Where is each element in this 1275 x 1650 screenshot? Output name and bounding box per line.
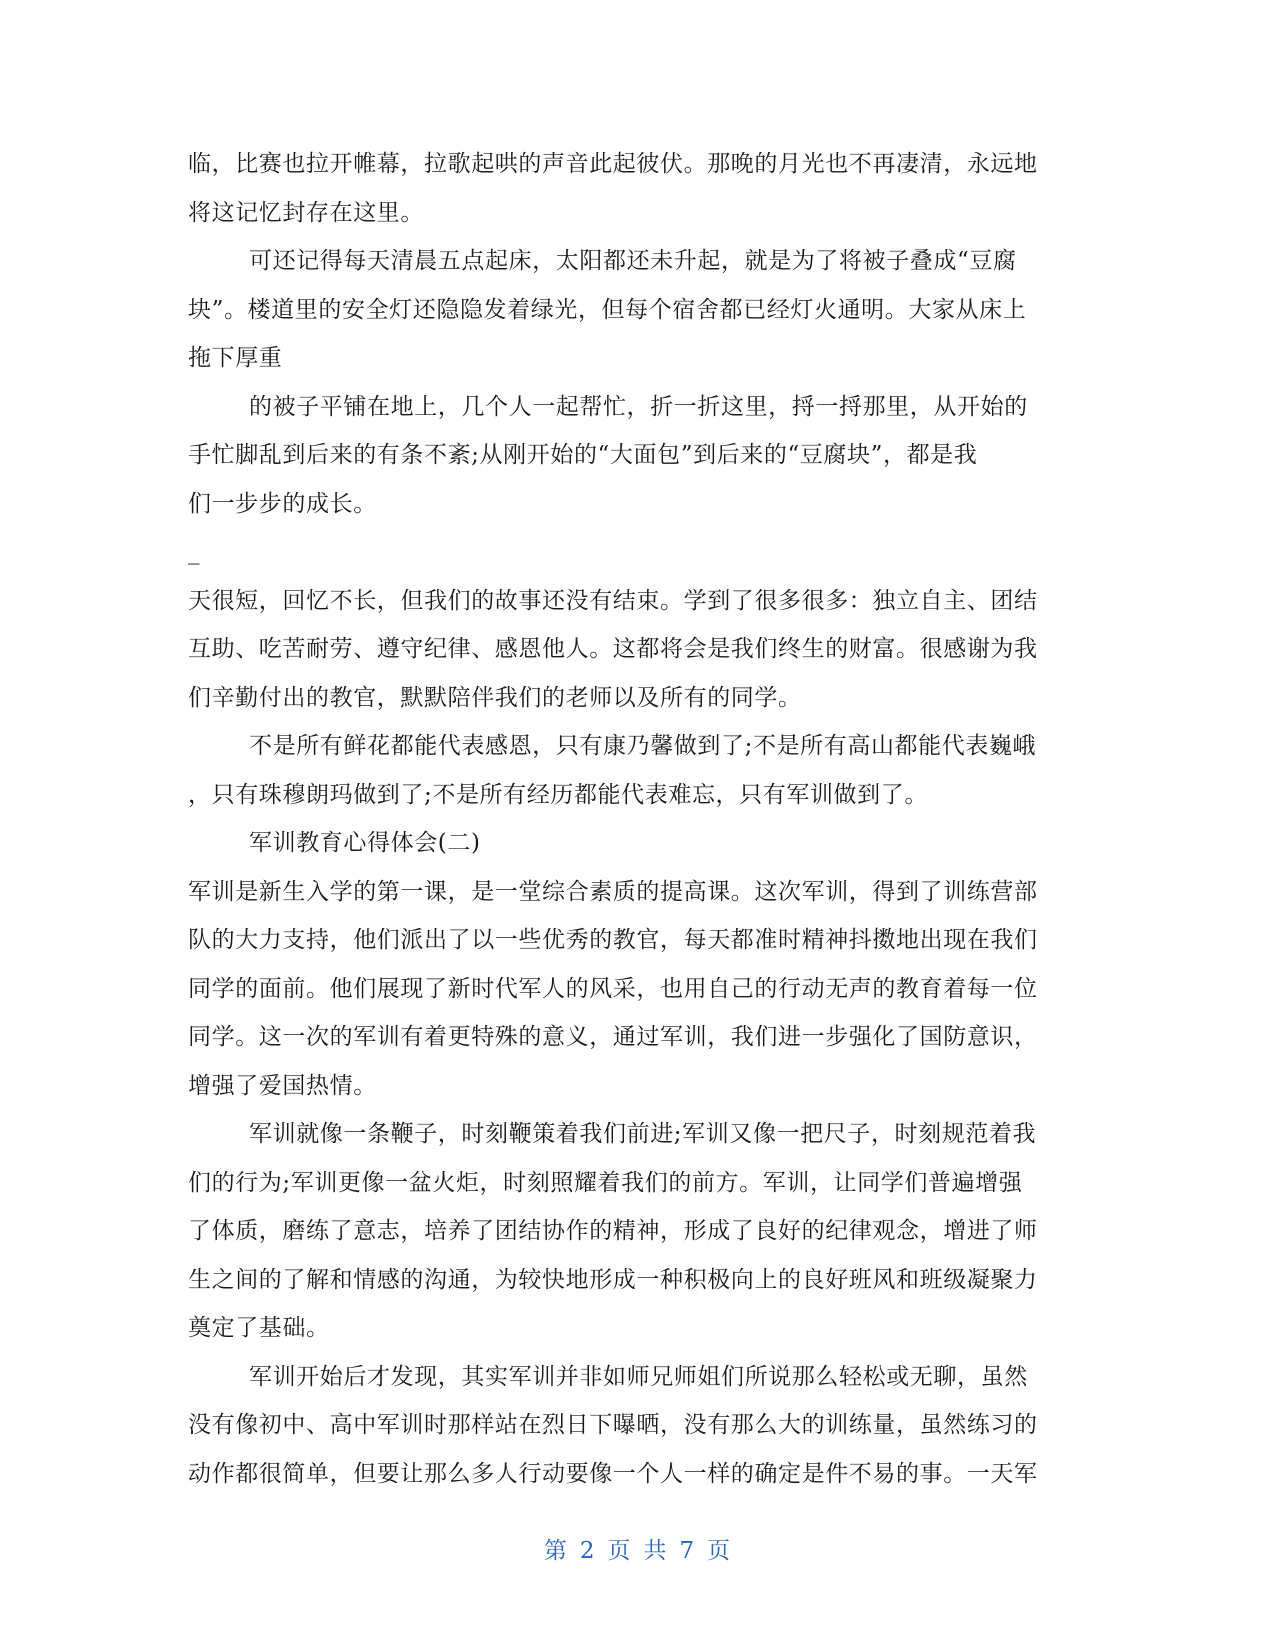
text-line: 奠定了基础。	[188, 1315, 330, 1341]
page-footer	[0, 1532, 1275, 1565]
text-line: 互助、吃苦耐劳、遵守纪律、感恩他人。这都将会是我们终生的财富。很感谢为我	[188, 636, 1038, 662]
text-line: 同学的面前。他们展现了新时代军人的风采，也用自己的行动无声的教育着每一位	[188, 975, 1038, 1002]
footer-prefix: 第	[543, 1538, 568, 1564]
footer-suffix: 页	[707, 1538, 732, 1564]
text-line: 不是所有鲜花都能代表感恩，只有康乃馨做到了;不是所有高山都能代表巍峨	[249, 733, 1037, 759]
text-line: 同学。这一次的军训有着更特殊的意义，通过军训，我们进一步强化了国防意识，	[188, 1024, 1038, 1050]
text-line: 队的大力支持，他们派出了以一些优秀的教官，每天都准时精神抖擞地出现在我们	[188, 927, 1038, 953]
text-line: 块”。楼道里的安全灯还隐隐发着绿光，但每个宿舍都已经灯火通明。大家从床上	[188, 296, 1027, 323]
text-line: 的被子平铺在地上，几个人一起帮忙，折一折这里，捋一捋那里，从开始的	[249, 393, 1028, 420]
text-line: _	[188, 539, 201, 565]
text-line: 动作都很简单，但要让那么多人行动要像一个人一样的确定是件不易的事。一天军	[188, 1460, 1038, 1487]
text-line: 们一步步的成长。	[188, 490, 377, 517]
text-line: 们的行为;军训更像一盆火炬，时刻照耀着我们的前方。军训，让同学们普遍增强	[188, 1169, 1023, 1196]
text-line: 可还记得每天清晨五点起床，太阳都还未升起，就是为了将被子叠成“豆腐	[249, 248, 1017, 274]
text-line: 了体质，磨练了意志，培养了团结协作的精神，形成了良好的纪律观念，增进了师	[188, 1218, 1038, 1244]
text-line: ，只有珠穆朗玛做到了;不是所有经历都能代表难忘，只有军训做到了。	[188, 781, 928, 808]
text-line: 军训开始后才发现，其实军训并非如师兄师姐们所说那么轻松或无聊，虽然	[249, 1363, 1028, 1390]
document-body	[188, 140, 1088, 1498]
text-line: 天很短，回忆不长，但我们的故事还没有结束。学到了很多很多：独立自主、团结	[188, 587, 1038, 614]
text-line: 将这记忆封存在这里。	[188, 199, 424, 226]
text-line: 手忙脚乱到后来的有条不紊;从刚开始的“大面包”到后来的“豆腐块”，都是我	[188, 442, 978, 468]
text-line: 军训教育心得体会(二)	[249, 830, 481, 856]
text-line: 没有像初中、高中军训时那样站在烈日下曝晒，没有那么大的训练量，虽然练习的	[188, 1412, 1038, 1438]
footer-page-word: 页	[607, 1538, 632, 1564]
text-line: 临，比赛也拉开帷幕，拉歌起哄的声音此起彼伏。那晚的月光也不再凄清，永远地	[188, 151, 1038, 177]
footer-current-page: 2	[579, 1538, 596, 1564]
text-line: 增强了爱国热情。	[188, 1072, 377, 1099]
text-line: 生之间的了解和情感的沟通，为较快地形成一种积极向上的良好班风和班级凝聚力	[188, 1266, 1038, 1293]
footer-total-pages: 7	[679, 1538, 696, 1564]
text-line: 们辛勤付出的教官，默默陪伴我们的老师以及所有的同学。	[188, 684, 802, 711]
text-line: 军训就像一条鞭子，时刻鞭策着我们前进;军训又像一把尺子，时刻规范着我	[249, 1121, 1037, 1147]
text-line: 拖下厚重	[188, 345, 283, 371]
text-line: 军训是新生入学的第一课，是一堂综合素质的提高课。这次军训，得到了训练营部	[188, 878, 1038, 905]
footer-total-word: 共	[643, 1538, 668, 1564]
